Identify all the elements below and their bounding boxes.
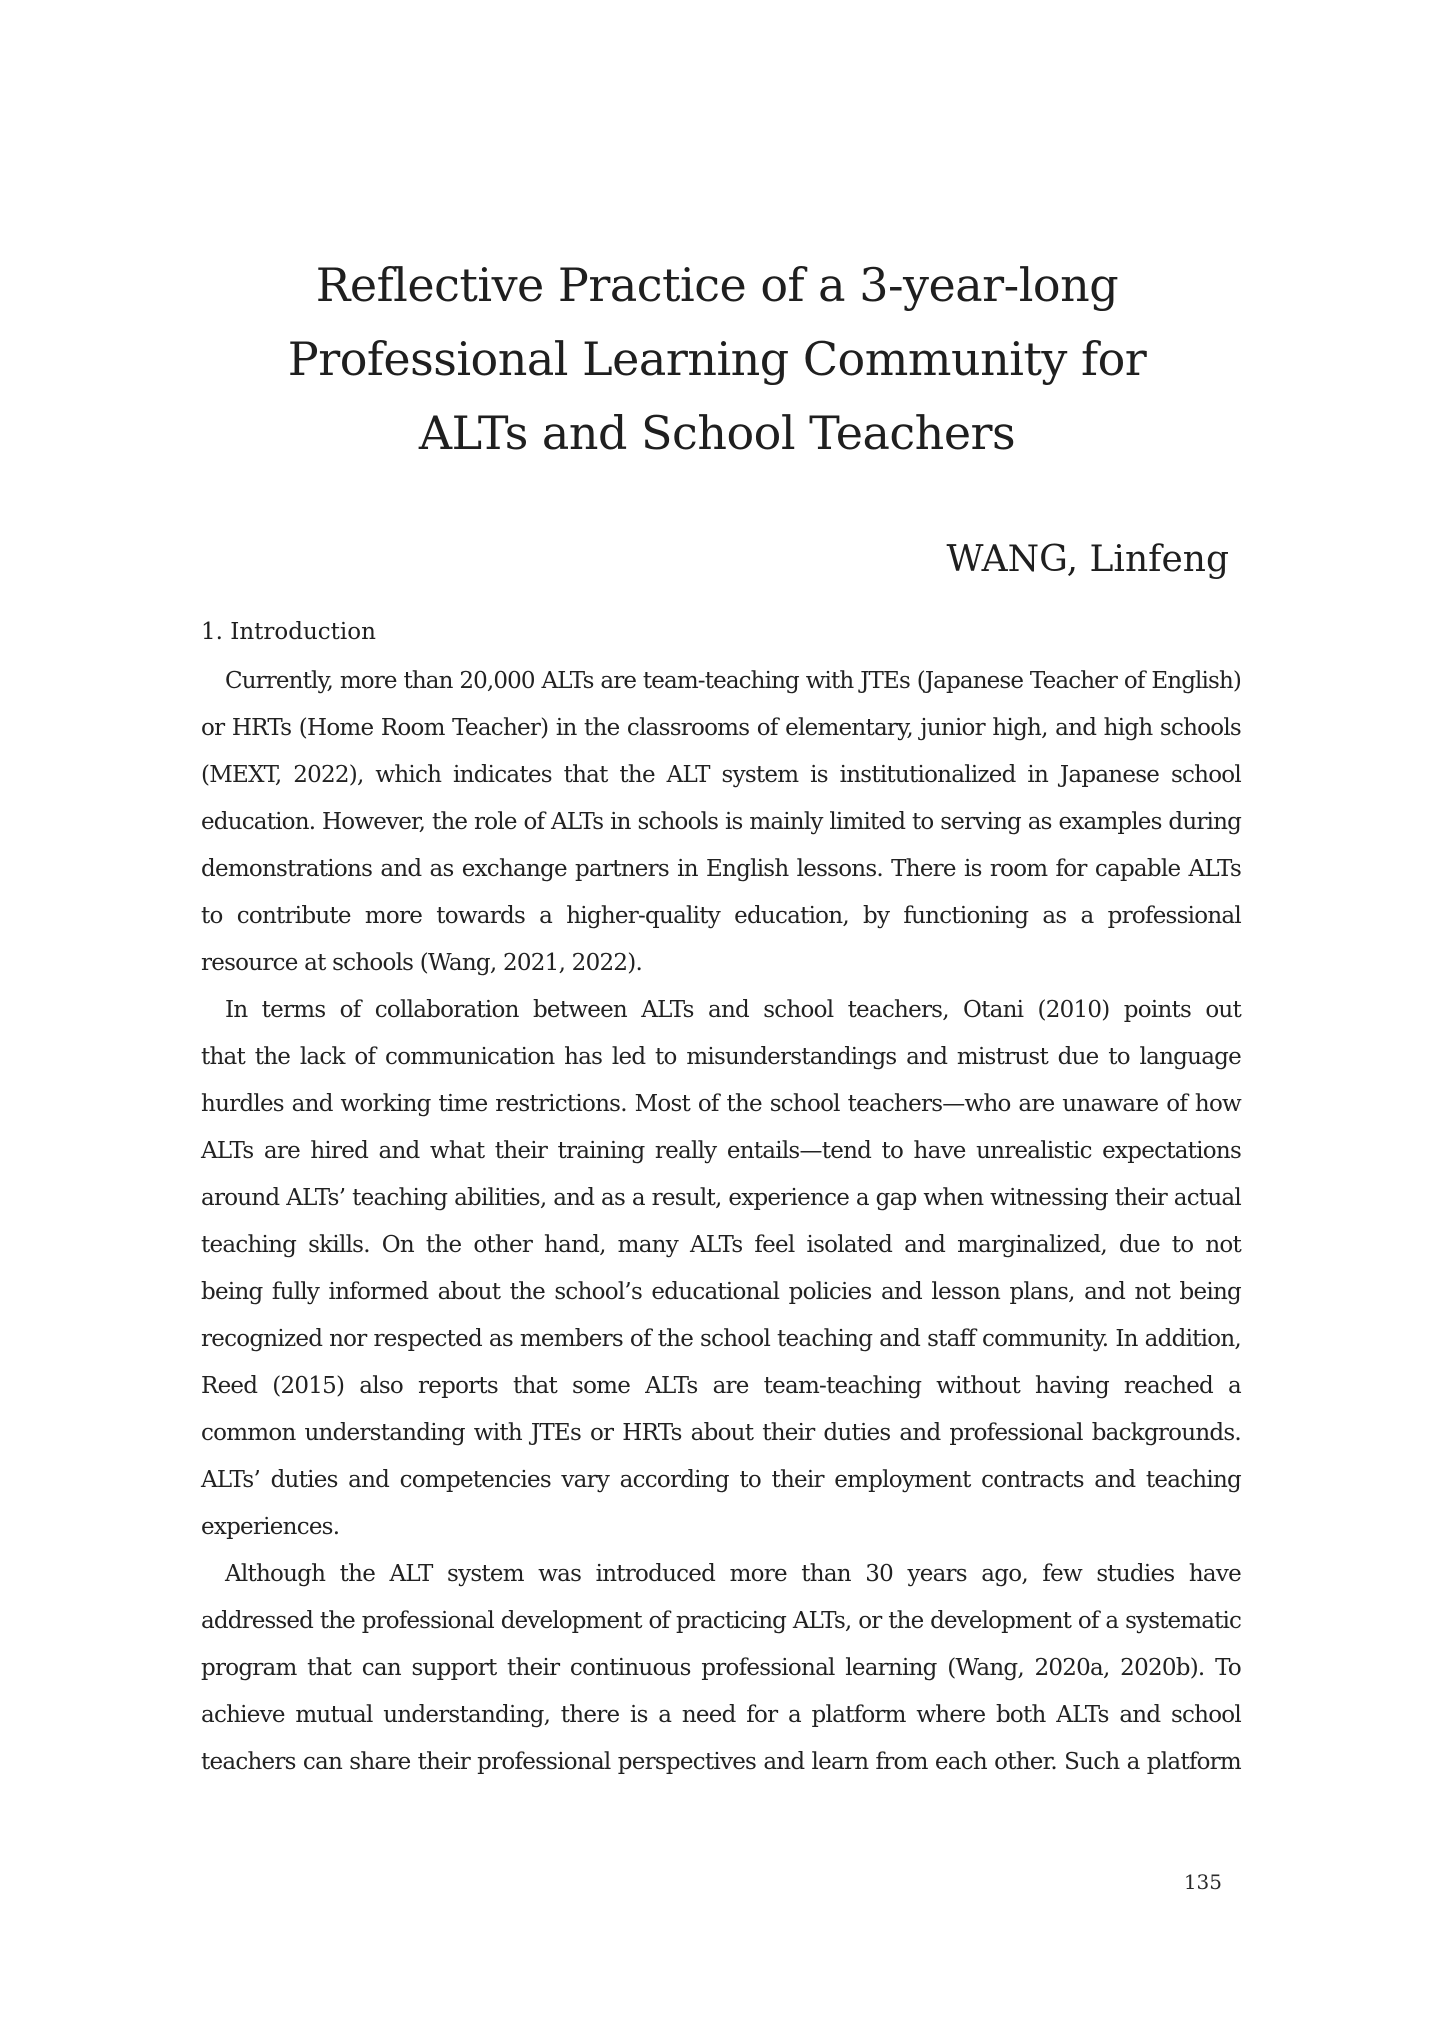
text-line: ALTs are hired and what their training really entails—tend to have unrealistic expectations [201,1138,1241,1164]
text-line: addressed the professional development of practicing ALTs, or the development of a systematic [201,1608,1241,1634]
author-name: WANG, Linfeng [946,539,1229,580]
text-line: hurdles and working time restrictions. Most of the school teachers—who are unaware of how [201,1091,1241,1117]
text-line: Currently, more than 20,000 ALTs are team-teaching with JTEs (Japanese Teacher of English) [225,668,1241,694]
text-line: teachers can share their professional perspectives and learn from each other. Such a platform [201,1749,1241,1775]
text-line: or HRTs (Home Room Teacher) in the classrooms of elementary, junior high, and high schools [201,715,1241,741]
text-line: experiences. [201,1514,340,1540]
text-line: that the lack of communication has led to misunderstandings and mistrust due to language [201,1044,1241,1070]
paragraph [201,987,1241,1551]
paragraph [201,658,1241,987]
paragraph [201,1551,1241,1786]
text-line: being fully informed about the school’s educational policies and lesson plans, and not being [201,1279,1241,1305]
text-line: ALTs’ duties and competencies vary according to their employment contracts and teaching [201,1467,1241,1493]
text-line: In terms of collaboration between ALTs and school teachers, Otani (2010) points out [225,997,1241,1023]
page-number: 135 [1183,1870,1222,1894]
article-title-line: ALTs and School Teachers [418,406,1016,460]
text-line: (MEXT, 2022), which indicates that the ALT system is institutionalized in Japanese school [201,762,1241,788]
text-line: education. However, the role of ALTs in schools is mainly limited to serving as examples during [201,809,1241,835]
article-title-line: Reflective Practice of a 3-year-long [315,258,1119,312]
text-line: demonstrations and as exchange partners in English lessons. There is room for capable ALTs [201,856,1241,882]
article-title-line: Professional Learning Community for [287,332,1147,386]
text-line: Although the ALT system was introduced more than 30 years ago, few studies have [225,1561,1241,1587]
text-line: to contribute more towards a higher-quality education, by functioning as a professional [201,903,1241,929]
text-line: achieve mutual understanding, there is a need for a platform where both ALTs and school [201,1702,1241,1728]
text-line: around ALTs’ teaching abilities, and as a result, experience a gap when witnessing their actual [201,1185,1241,1211]
text-line: common understanding with JTEs or HRTs about their duties and professional backgrounds. [201,1420,1241,1446]
section-heading: 1. Introduction [201,619,376,645]
text-line: program that can support their continuous professional learning (Wang, 2020a, 2020b). To [201,1655,1241,1681]
text-line: Reed (2015) also reports that some ALTs are team-teaching without having reached a [201,1373,1241,1399]
text-line: teaching skills. On the other hand, many ALTs feel isolated and marginalized, due to not [201,1232,1241,1258]
body-text [201,658,1241,1786]
text-line: recognized nor respected as members of the school teaching and staff community. In addition, [201,1326,1241,1352]
text-line: resource at schools (Wang, 2021, 2022). [201,950,643,976]
article-title [217,248,1217,470]
